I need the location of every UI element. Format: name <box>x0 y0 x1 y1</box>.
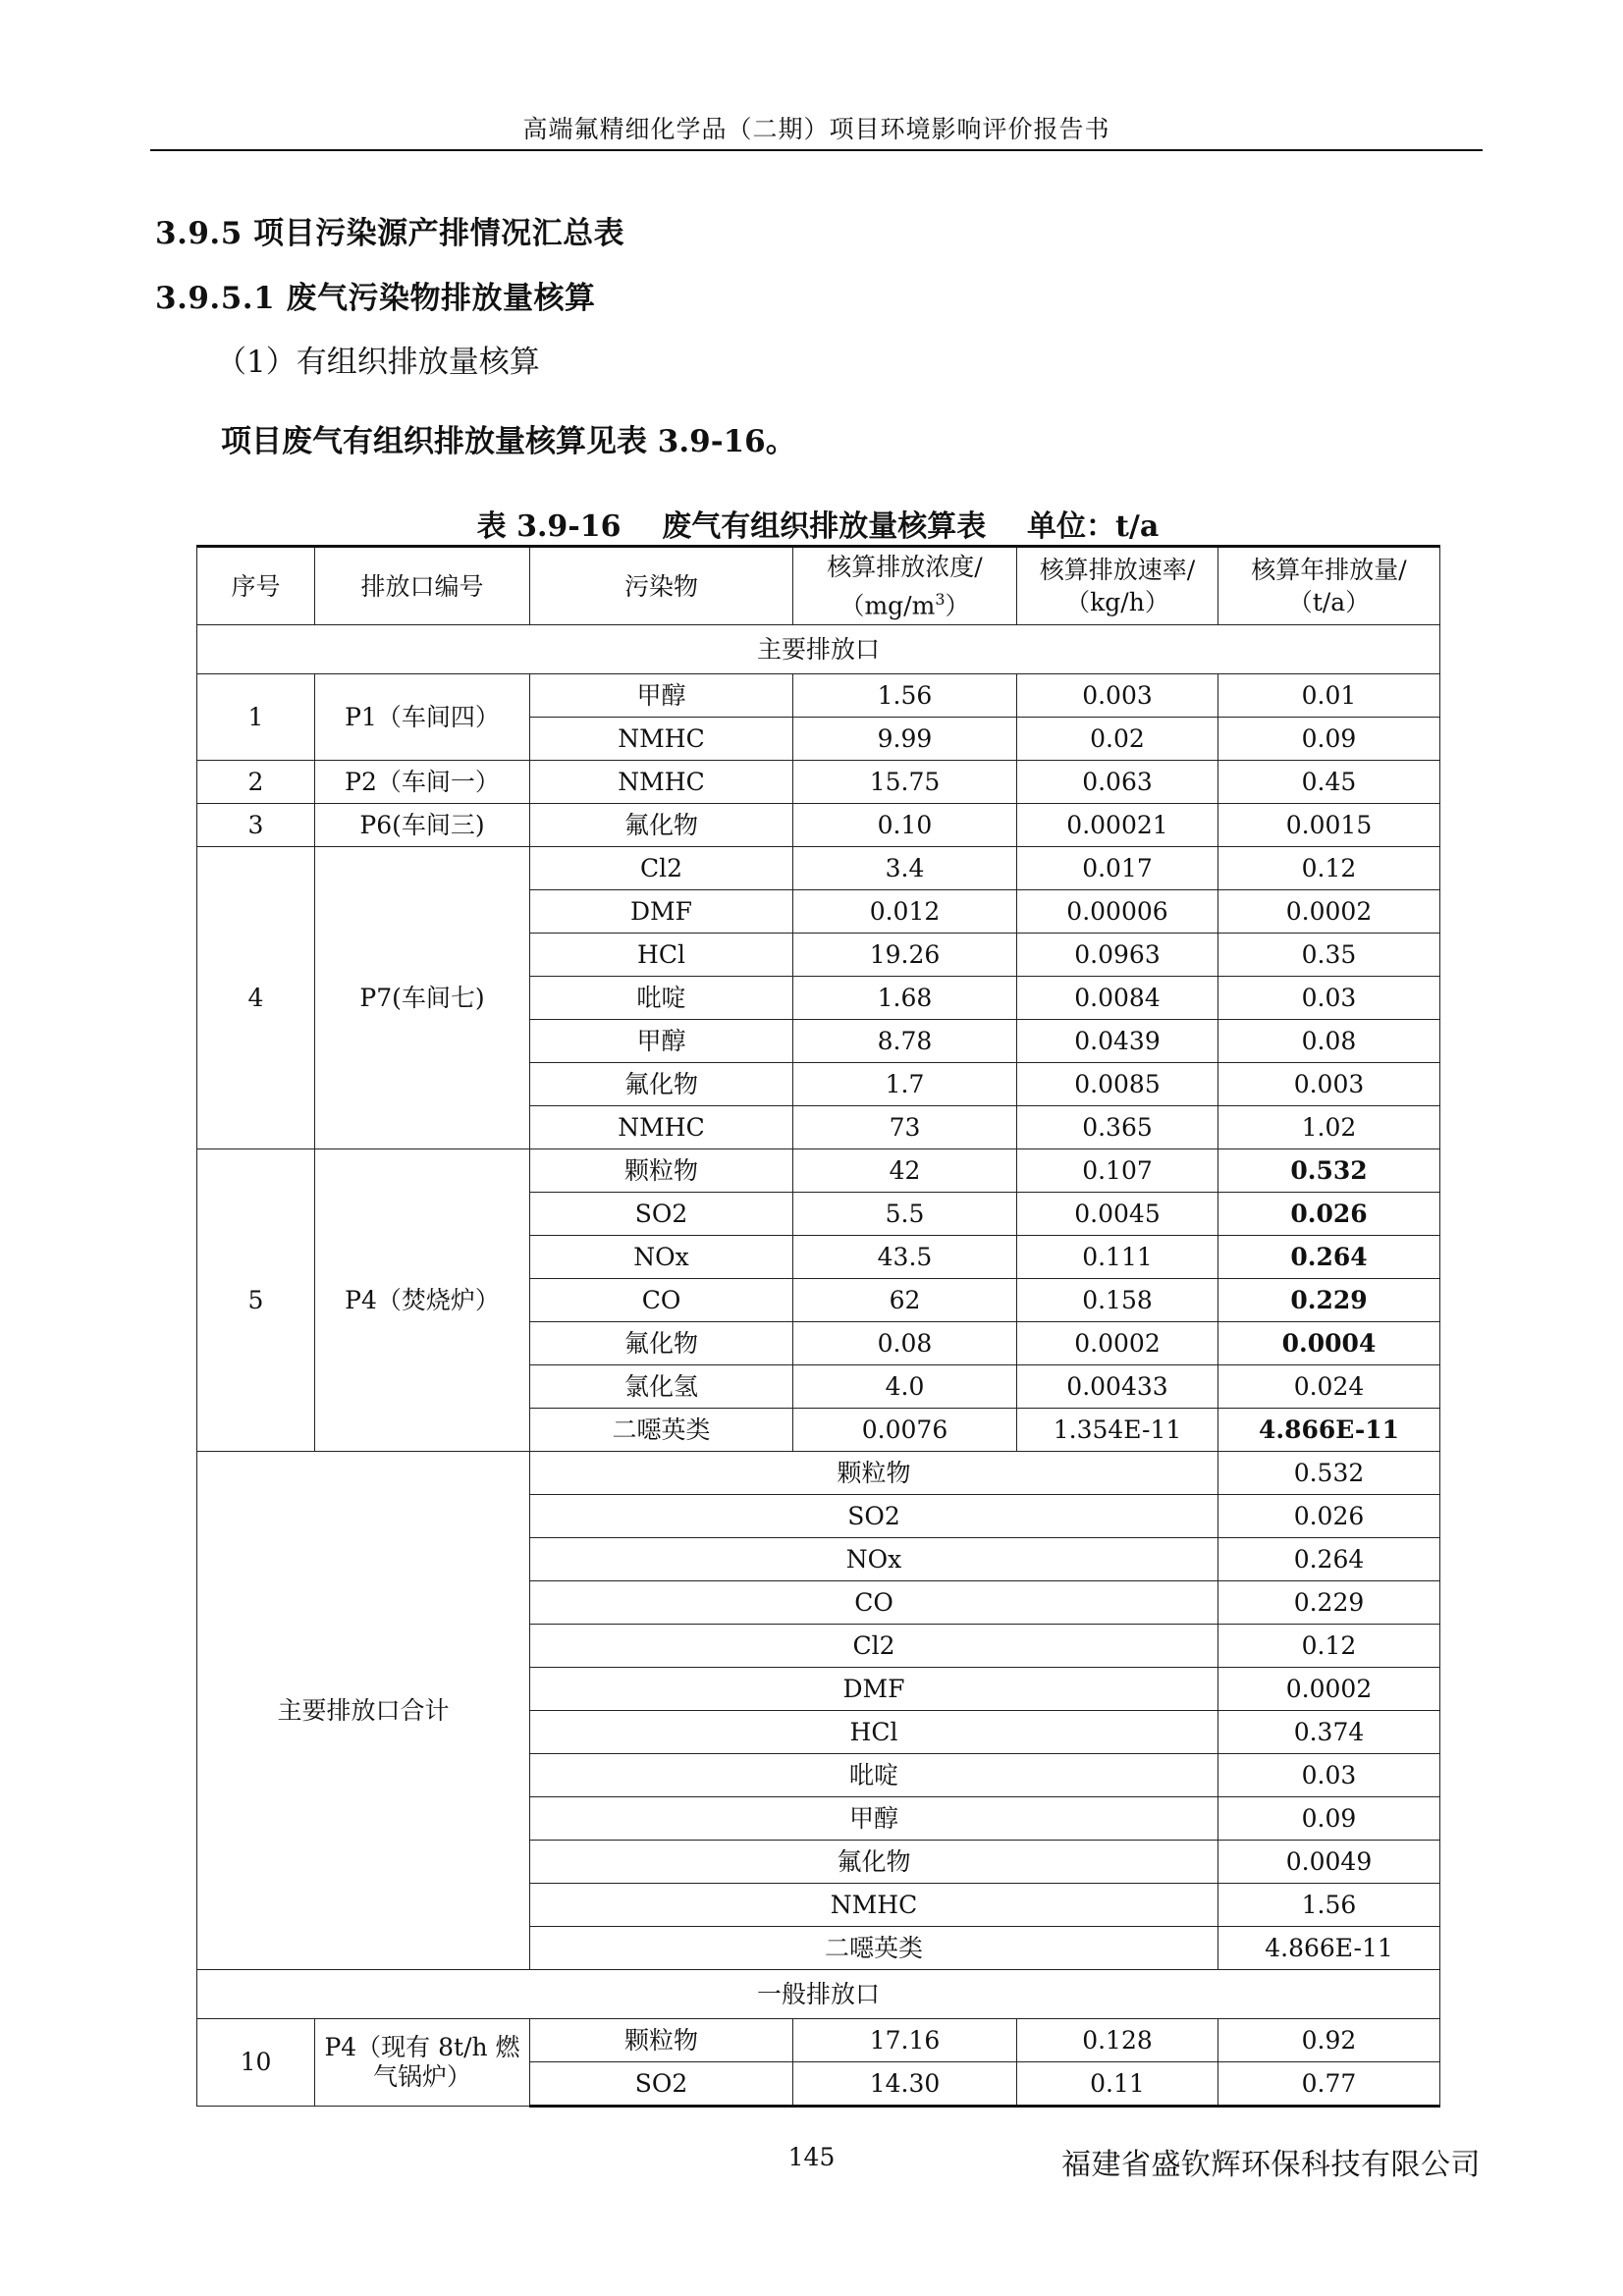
rate-cell: 0.0045 <box>1017 1193 1218 1236</box>
table-row <box>197 847 1440 890</box>
rate-cell: 0.00006 <box>1017 890 1218 934</box>
concentration-cell: 5.5 <box>793 1193 1017 1236</box>
outlet-no: 5 <box>197 1149 315 1452</box>
pollutant-cell: 吡啶 <box>530 977 793 1020</box>
conc-unit: （mg/m <box>839 591 936 620</box>
total-pollutant: 颗粒物 <box>530 1452 1218 1495</box>
rate-cell: 0.0085 <box>1017 1063 1218 1106</box>
col-header-rate <box>1017 547 1218 625</box>
general-outlet-section <box>197 1970 1440 2019</box>
table-caption: 表 3.9-16 废气有组织排放量核算表 单位：t/a <box>476 509 1160 544</box>
total-pollutant: NOx <box>530 1538 1218 1581</box>
table-row <box>197 761 1440 804</box>
pollutant-cell: NMHC <box>530 1106 793 1149</box>
rate-cell: 0.00433 <box>1017 1365 1218 1409</box>
pollutant-cell: NMHC <box>530 761 793 804</box>
concentration-cell: 4.0 <box>793 1365 1017 1409</box>
rate-cell: 0.02 <box>1017 718 1218 761</box>
conc-unit-close: ） <box>945 591 970 620</box>
pollutant-cell: CO <box>530 1279 793 1322</box>
total-annual: 0.026 <box>1218 1495 1440 1538</box>
outlet-no: 3 <box>197 804 315 847</box>
table-header-row <box>197 547 1440 625</box>
pollutant-cell: 颗粒物 <box>530 1149 793 1193</box>
total-pollutant: DMF <box>530 1668 1218 1711</box>
rate-cell: 0.00021 <box>1017 804 1218 847</box>
total-annual: 0.264 <box>1218 1538 1440 1581</box>
pollutant-cell: 氟化物 <box>530 1322 793 1365</box>
concentration-cell: 0.012 <box>793 890 1017 934</box>
annual-cell: 0.003 <box>1218 1063 1440 1106</box>
rate-cell: 0.017 <box>1017 847 1218 890</box>
pollutant-cell: 氯化氢 <box>530 1365 793 1409</box>
annual-cell: 0.92 <box>1218 2019 1440 2062</box>
concentration-cell: 1.56 <box>793 674 1017 718</box>
rate-cell: 0.111 <box>1017 1236 1218 1279</box>
annual-cell: 4.866E-11 <box>1218 1409 1440 1452</box>
table-row <box>197 674 1440 718</box>
annual-cell: 0.01 <box>1218 674 1440 718</box>
rate-cell: 0.128 <box>1017 2019 1218 2062</box>
total-annual: 0.03 <box>1218 1754 1440 1797</box>
outlet-id: P1（车间四） <box>315 674 530 761</box>
main-outlet-section <box>197 625 1440 674</box>
company-name: 福建省盛钦辉环保科技有限公司 <box>1061 2148 1481 2182</box>
annual-cell: 1.02 <box>1218 1106 1440 1149</box>
rate-cell: 0.107 <box>1017 1149 1218 1193</box>
annual-cell: 0.08 <box>1218 1020 1440 1063</box>
annual-cell: 0.09 <box>1218 718 1440 761</box>
main-outlet-section-label: 主要排放口 <box>197 625 1440 674</box>
total-annual: 0.09 <box>1218 1797 1440 1841</box>
rate-cell: 0.365 <box>1017 1106 1218 1149</box>
table-row <box>197 2019 1440 2062</box>
col-header-concentration <box>793 547 1017 625</box>
total-pollutant: 氟化物 <box>530 1841 1218 1884</box>
col-header-annual <box>1218 547 1440 625</box>
concentration-cell: 19.26 <box>793 934 1017 977</box>
subheading-organized-emission: （1）有组织排放量核算 <box>216 345 540 380</box>
rate-cell: 0.11 <box>1017 2062 1218 2107</box>
outlet-id: P4（现有 8t/h 燃气锅炉） <box>315 2019 530 2107</box>
total-annual: 0.0049 <box>1218 1841 1440 1884</box>
concentration-cell: 3.4 <box>793 847 1017 890</box>
concentration-cell: 0.0076 <box>793 1409 1017 1452</box>
total-annual: 0.374 <box>1218 1711 1440 1754</box>
pollutant-cell: 氟化物 <box>530 804 793 847</box>
conc-unit-exponent: 3 <box>935 589 946 609</box>
rate-cell: 0.003 <box>1017 674 1218 718</box>
pollutant-cell: 氟化物 <box>530 1063 793 1106</box>
col-header-outlet: 排放口编号 <box>315 547 530 625</box>
pollutant-cell: 颗粒物 <box>530 2019 793 2062</box>
total-pollutant: 吡啶 <box>530 1754 1218 1797</box>
annual-cell: 0.35 <box>1218 934 1440 977</box>
pollutant-cell: Cl2 <box>530 847 793 890</box>
total-pollutant: CO <box>530 1581 1218 1625</box>
conc-label: 核算排放浓度/ <box>827 552 983 581</box>
rate-cell: 0.0084 <box>1017 977 1218 1020</box>
concentration-cell: 8.78 <box>793 1020 1017 1063</box>
rate-cell: 0.0002 <box>1017 1322 1218 1365</box>
concentration-cell: 0.08 <box>793 1322 1017 1365</box>
table-row <box>197 804 1440 847</box>
outlet-no: 1 <box>197 674 315 761</box>
table-row <box>197 1149 1440 1193</box>
annual-cell: 0.03 <box>1218 977 1440 1020</box>
rate-cell: 0.158 <box>1017 1279 1218 1322</box>
rate-unit: （kg/h） <box>1065 588 1169 616</box>
intro-paragraph: 项目废气有组织排放量核算见表 3.9-16。 <box>221 424 796 459</box>
col-header-pollutant: 污染物 <box>530 547 793 625</box>
total-pollutant: NMHC <box>530 1884 1218 1927</box>
total-pollutant: 甲醇 <box>530 1797 1218 1841</box>
annual-cell: 0.264 <box>1218 1236 1440 1279</box>
pollutant-cell: DMF <box>530 890 793 934</box>
pollutant-cell: SO2 <box>530 1193 793 1236</box>
total-pollutant: SO2 <box>530 1495 1218 1538</box>
emission-table <box>196 545 1440 2108</box>
col-header-no: 序号 <box>197 547 315 625</box>
running-header: 高端氟精细化学品（二期）项目环境影响评价报告书 <box>522 115 1110 143</box>
total-annual: 0.12 <box>1218 1625 1440 1668</box>
outlet-id: P7(车间七) <box>315 847 530 1149</box>
concentration-cell: 1.7 <box>793 1063 1017 1106</box>
total-annual: 0.229 <box>1218 1581 1440 1625</box>
header-rule <box>150 149 1483 151</box>
concentration-cell: 17.16 <box>793 2019 1017 2062</box>
concentration-cell: 0.10 <box>793 804 1017 847</box>
pollutant-cell: SO2 <box>530 2062 793 2107</box>
concentration-cell: 14.30 <box>793 2062 1017 2107</box>
annual-cell: 0.77 <box>1218 2062 1440 2107</box>
annual-cell: 0.0015 <box>1218 804 1440 847</box>
concentration-cell: 1.68 <box>793 977 1017 1020</box>
outlet-id: P6(车间三) <box>315 804 530 847</box>
outlet-no: 4 <box>197 847 315 1149</box>
pollutant-cell: HCl <box>530 934 793 977</box>
total-annual: 0.532 <box>1218 1452 1440 1495</box>
concentration-cell: 9.99 <box>793 718 1017 761</box>
page-number: 145 <box>787 2143 836 2171</box>
pollutant-cell: NOx <box>530 1236 793 1279</box>
annual-cell: 0.532 <box>1218 1149 1440 1193</box>
rate-cell: 0.0439 <box>1017 1020 1218 1063</box>
total-annual: 1.56 <box>1218 1884 1440 1927</box>
total-row <box>197 1452 1440 1495</box>
concentration-cell: 73 <box>793 1106 1017 1149</box>
pollutant-cell: 甲醇 <box>530 1020 793 1063</box>
annual-cell: 0.229 <box>1218 1279 1440 1322</box>
outlet-no: 10 <box>197 2019 315 2107</box>
rate-label: 核算排放速率/ <box>1039 556 1196 584</box>
outlet-id: P4（焚烧炉） <box>315 1149 530 1452</box>
section-heading-3-9-5-1: 3.9.5.1 废气污染物排放量核算 <box>155 281 596 316</box>
total-annual: 0.0002 <box>1218 1668 1440 1711</box>
annual-cell: 0.024 <box>1218 1365 1440 1409</box>
rate-cell: 0.063 <box>1017 761 1218 804</box>
rate-cell: 0.0963 <box>1017 934 1218 977</box>
concentration-cell: 43.5 <box>793 1236 1017 1279</box>
concentration-cell: 62 <box>793 1279 1017 1322</box>
total-pollutant: Cl2 <box>530 1625 1218 1668</box>
annual-cell: 0.0002 <box>1218 890 1440 934</box>
annual-cell: 0.0004 <box>1218 1322 1440 1365</box>
annual-unit: （t/a） <box>1287 588 1371 616</box>
annual-label: 核算年排放量/ <box>1251 556 1407 584</box>
annual-cell: 0.12 <box>1218 847 1440 890</box>
section-heading-3-9-5: 3.9.5 项目污染源产排情况汇总表 <box>155 216 625 251</box>
rate-cell: 1.354E-11 <box>1017 1409 1218 1452</box>
total-label: 主要排放口合计 <box>197 1452 530 1970</box>
general-outlet-section-label: 一般排放口 <box>197 1970 1440 2019</box>
concentration-cell: 15.75 <box>793 761 1017 804</box>
outlet-no: 2 <box>197 761 315 804</box>
pollutant-cell: 二噁英类 <box>530 1409 793 1452</box>
outlet-id: P2（车间一） <box>315 761 530 804</box>
annual-cell: 0.026 <box>1218 1193 1440 1236</box>
pollutant-cell: 甲醇 <box>530 674 793 718</box>
total-annual: 4.866E-11 <box>1218 1927 1440 1970</box>
total-pollutant: HCl <box>530 1711 1218 1754</box>
pollutant-cell: NMHC <box>530 718 793 761</box>
total-pollutant: 二噁英类 <box>530 1927 1218 1970</box>
concentration-cell: 42 <box>793 1149 1017 1193</box>
annual-cell: 0.45 <box>1218 761 1440 804</box>
